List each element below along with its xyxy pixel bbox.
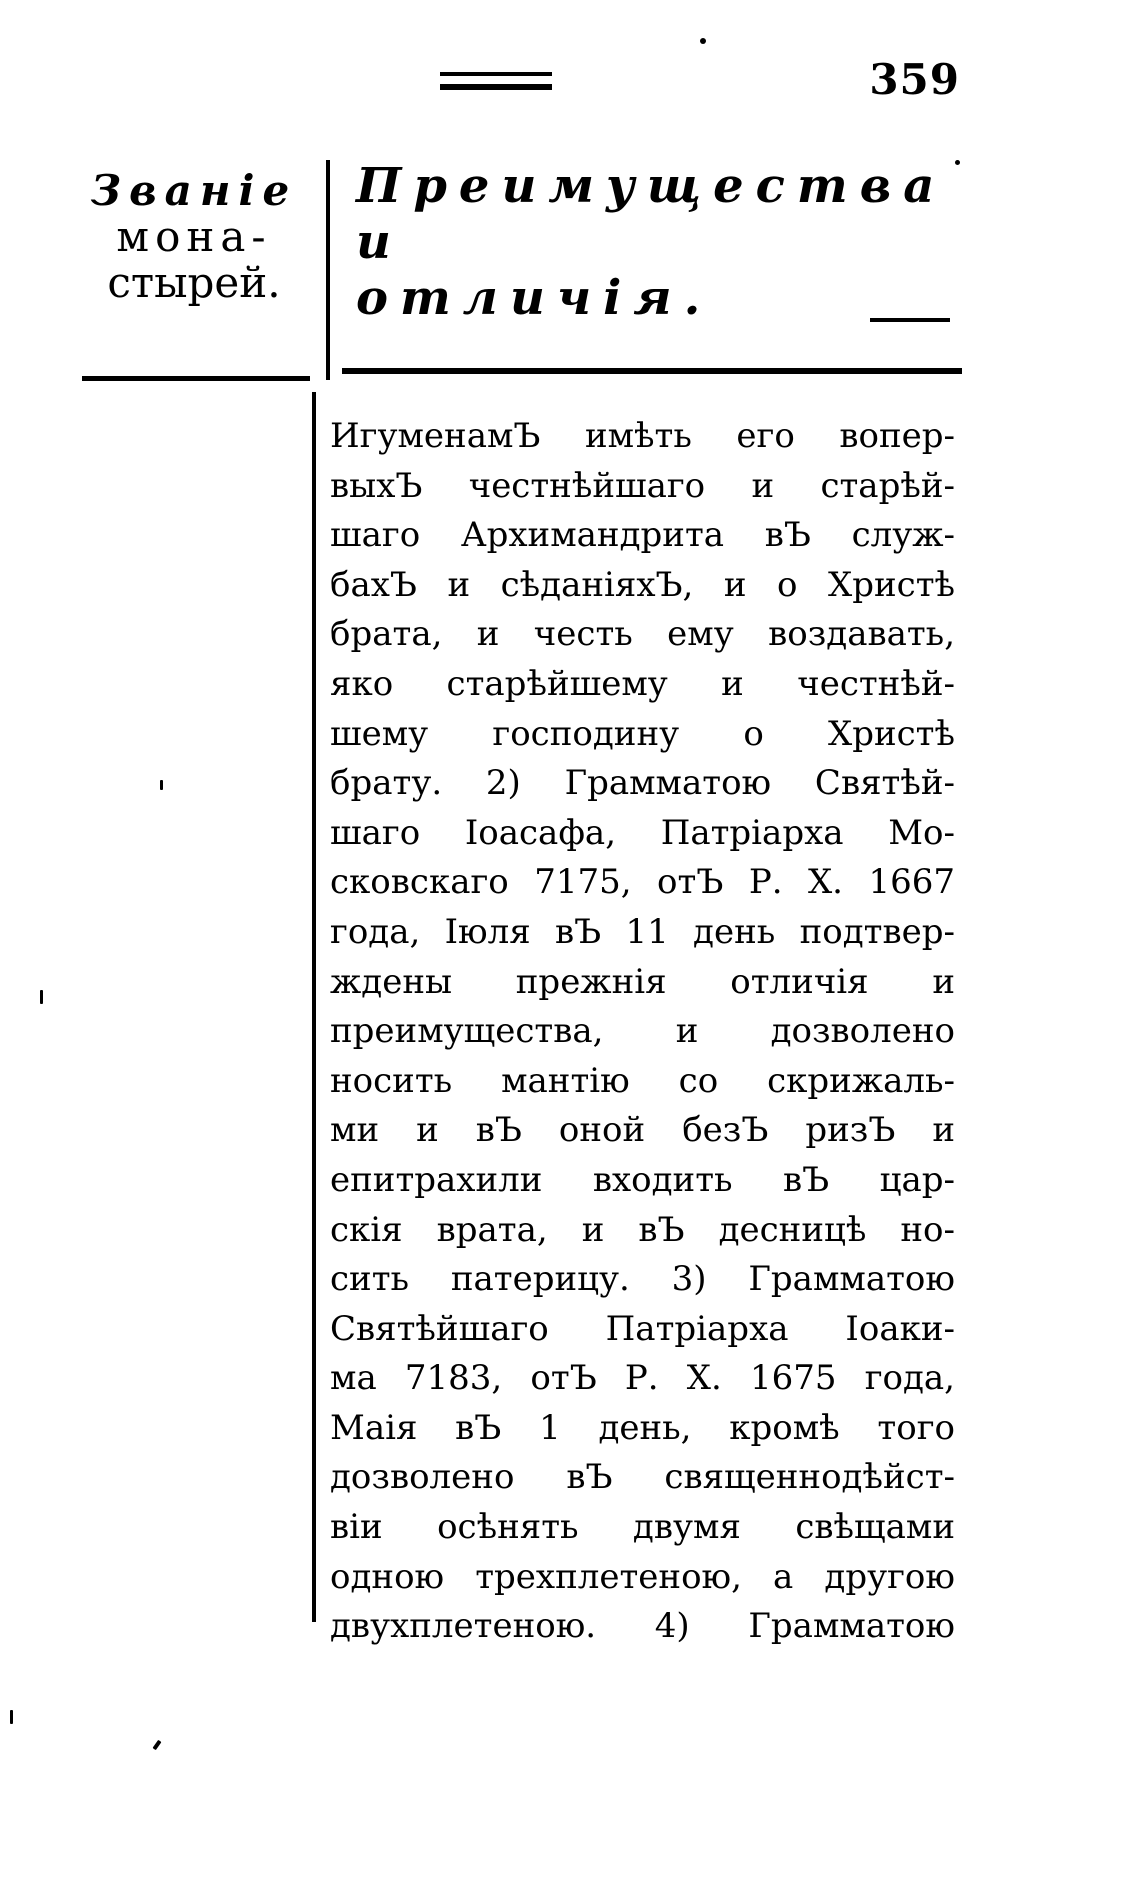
body-line: одною трехплетеною, а другою (330, 1556, 955, 1597)
body-line: Святѣйшаго Патріарха Іоаки- (330, 1308, 955, 1349)
body-line: епитрахили входить вЪ цар- (330, 1159, 955, 1200)
header-ornament-rule (440, 72, 552, 90)
left-heading-line-3: стырей. (107, 258, 281, 307)
body-text (330, 412, 955, 1652)
body-line: брату. 2) Грамматою Святѣй- (330, 763, 955, 804)
body-line: віи осѣнять двумя свѣщами (330, 1507, 955, 1548)
body-line: ИгуменамЪ имѣть его вопер- (330, 416, 955, 456)
body-line: Маія вЪ 1 день, кромѣ того (330, 1407, 955, 1448)
column-divider-top (326, 160, 330, 380)
body-line: шаго Іоасафа, Патріарха Мо- (330, 812, 955, 853)
right-heading-line-2: отличія. (356, 270, 713, 326)
body-line: носить мантію со скрижаль- (330, 1060, 955, 1101)
body-line: преимущества, и дозволено (330, 1011, 955, 1052)
left-heading-line-2: мона- (116, 212, 272, 261)
body-line: сковскаго 7175, отЪ Р. Х. 1667 (330, 862, 955, 903)
body-line: сить патерицу. 3) Грамматою (330, 1259, 955, 1300)
column-divider-body (312, 392, 316, 1622)
body-line: дозволено вЪ священнодѣйст- (330, 1457, 955, 1498)
right-column-heading (356, 158, 976, 326)
body-line: ми и вЪ оной безЪ ризЪ и (330, 1110, 955, 1151)
body-line: двухплетеною. 4) Грамматою (330, 1606, 955, 1647)
body-line: выхЪ честнѣйшаго и старѣй- (330, 465, 955, 506)
right-heading-underline (342, 368, 962, 374)
margin-mark (160, 780, 163, 790)
margin-mark (10, 1710, 13, 1724)
body-line: скія врата, и вЪ десницѣ но- (330, 1209, 955, 1250)
left-heading-underline (82, 376, 310, 381)
right-heading-line-1: Преимущества и (356, 158, 947, 270)
body-line: года, Іюля вЪ 11 день подтвер- (330, 911, 955, 952)
page-number: 359 (869, 55, 960, 104)
ink-speck (700, 38, 706, 44)
left-column-heading (78, 168, 310, 306)
body-line: ждены прежнія отличія и (330, 961, 955, 1002)
margin-mark (152, 1740, 161, 1750)
body-line: бахЪ и сѣданіяхЪ, и о Христѣ (330, 564, 955, 605)
body-line: яко старѣйшему и честнѣй- (330, 663, 955, 704)
left-heading-line-1: Званіе (90, 166, 298, 215)
body-line: шему господину о Христѣ (330, 713, 955, 754)
heading-dash (870, 318, 950, 322)
body-line: шаго Архимандрита вЪ служ- (330, 515, 955, 556)
body-line: ма 7183, отЪ Р. Х. 1675 года, (330, 1358, 955, 1399)
body-line: брата, и честь ему воздавать, (330, 614, 955, 655)
margin-mark (40, 990, 43, 1004)
